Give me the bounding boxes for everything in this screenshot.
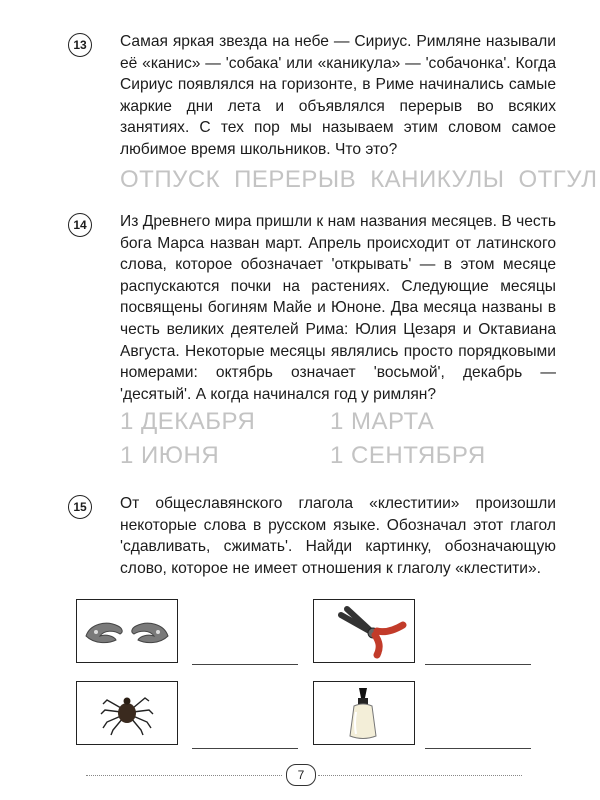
option-1-dekabrya[interactable]: 1 ДЕКАБРЯ xyxy=(120,408,256,436)
picture-crab-claws[interactable] xyxy=(76,599,178,663)
page-number: 7 xyxy=(286,764,316,786)
question-13-text: Самая яркая звезда на небе — Сириус. Римляне называли её «канис» — 'собака' или «каникула» — 'собачонка'. Когда Сириус появлялся на горизонте, в Риме начинались самые жаркие дни лета и объявлялся перерыв во всяких занятиях. С тех пор мы называем этим словом самое любимое время школьников. Что это? xyxy=(120,33,556,158)
question-14-text: Из Древнего мира пришли к нам названия месяцев. В честь бога Марса назван март. Апрель происходит от латинского слова, которое обозначает 'открывать' — в этом месяце распускаются почки на растениях. Следующие месяцы посвящены богиням Майе и Юноне. Два месяца названы в честь великих деятелей Рима: Юлия Цезаря и Октавиана Августа. Некоторые месяцы являлись просто порядковыми номерами: октябрь означает 'восьмой', декабрь — 'десятый'. А когда начинался год у римлян? xyxy=(120,213,556,403)
question-13 xyxy=(73,31,598,195)
answer-line-2[interactable] xyxy=(425,664,531,665)
option-1-sentyabrya[interactable]: 1 СЕНТЯБРЯ xyxy=(330,442,486,470)
glue-bottle-icon xyxy=(334,684,394,742)
question-number-13: 13 xyxy=(68,33,92,57)
picture-glue-bottle[interactable] xyxy=(313,681,415,745)
question-15-text: От общеславянского глагола «клеститии» произошли некоторые слова в русском языке. Обозначал этот глагол 'сдавливать, сжимать'. Найди картинку, обозначающую слово, которое не имеет отношения к глаголу «клестити». xyxy=(120,495,556,577)
picture-pliers[interactable] xyxy=(313,599,415,663)
option-1-marta[interactable]: 1 МАРТА xyxy=(330,408,435,436)
picture-tick[interactable] xyxy=(76,681,178,745)
answer-line-1[interactable] xyxy=(192,664,298,665)
answer-line-3[interactable] xyxy=(192,748,298,749)
footer-divider-left xyxy=(86,775,282,776)
option-pereryv[interactable]: ПЕРЕРЫВ xyxy=(234,165,357,193)
question-number-15: 15 xyxy=(68,495,92,519)
pliers-icon xyxy=(317,603,411,659)
option-1-iyunya[interactable]: 1 ИЮНЯ xyxy=(120,442,220,470)
answer-line-4[interactable] xyxy=(425,748,531,749)
option-kanikuly[interactable]: КАНИКУЛЫ xyxy=(370,165,505,193)
option-otpusk[interactable]: ОТПУСК xyxy=(120,165,221,193)
footer-divider-right xyxy=(318,775,522,776)
tick-insect-icon xyxy=(97,688,157,738)
question-14-options xyxy=(120,407,556,471)
question-number-14: 14 xyxy=(68,213,92,237)
question-14 xyxy=(73,211,556,471)
question-15 xyxy=(73,493,556,579)
option-otgul[interactable]: ОТГУЛ xyxy=(518,165,598,193)
question-13-options xyxy=(120,165,598,195)
crab-claws-icon xyxy=(80,606,174,656)
